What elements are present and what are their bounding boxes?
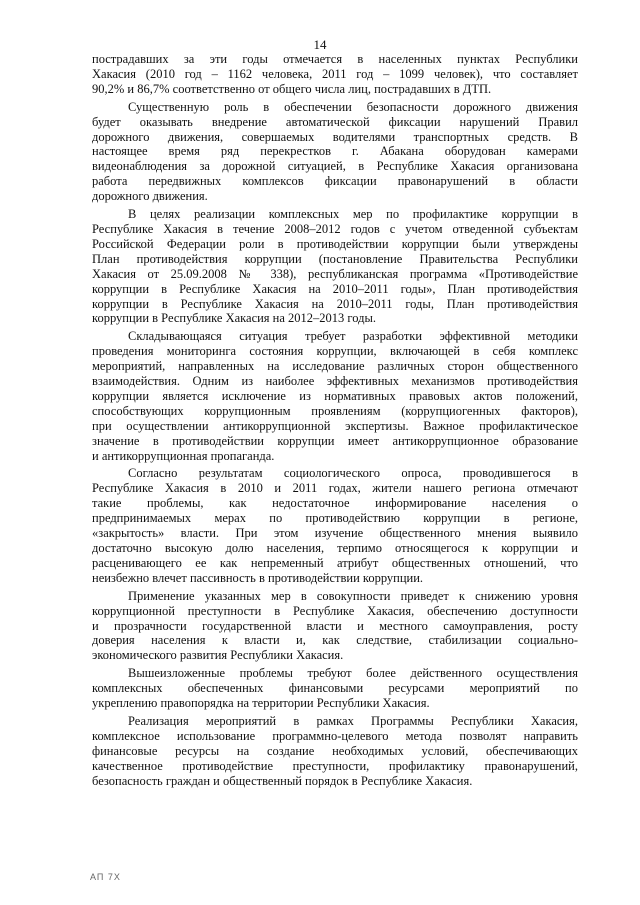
text-line: дорожного движения, совершаемых водителями транспортных средств. В — [92, 129, 578, 144]
text-line: Республике Хакасия в течение 2008–2012 годов с учетом отведенной субъектам — [92, 221, 578, 236]
text-line: Согласно результатам социологического опроса, проводившегося в — [128, 466, 578, 481]
text-line: значение в противодействии коррупции имеет антикоррупционное образование — [92, 433, 578, 448]
paragraph — [92, 52, 578, 97]
text-line: Реализация мероприятий в рамках Программы Республики Хакасия, — [128, 713, 578, 728]
text-line: Российской Федерации роли в противодействии коррупции были утверждены — [92, 236, 578, 251]
paragraph — [92, 666, 578, 711]
text-line: при осуществлении антикоррупционной экспертизы. Важное профилактическое — [92, 418, 578, 433]
text-line: пострадавших за эти годы отмечается в населенных пунктах Республики — [92, 52, 578, 66]
text-line: коррупции в Республике Хакасия на 2010–2011 годы, План противодействия — [92, 296, 578, 311]
text-line: такие проблемы, как недостаточное информирование населения о — [92, 496, 578, 511]
text-line: безопасность граждан и общественный порядок в Республике Хакасия. — [92, 773, 473, 788]
text-line: комплексных обеспеченных финансовыми ресурсами мероприятий по — [92, 681, 578, 696]
text-line: способствующих коррупционным проявлениям (коррупциогенных факторов), — [92, 403, 578, 418]
text-line: предпринимаемых мерах по противодействию коррупции в регионе, — [92, 511, 578, 526]
text-line: Республике Хакасия в 2010 и 2011 годах, жители нашего региона отмечают — [92, 481, 578, 496]
text-line: экономического развития Республики Хакасия. — [92, 648, 344, 663]
text-line: коррупции является исключение из нормативных правовых актов положений, — [92, 388, 578, 403]
text-line: коррупции в Республике Хакасия на 2010–2011 годы», План противодействия — [92, 281, 578, 296]
paragraph — [92, 100, 578, 204]
page-number: 14 — [313, 37, 327, 52]
text-line: Хакасия (2010 год – 1162 человека, 2011 год – 1099 человек), что составляет — [92, 66, 578, 81]
text-line: Применение указанных мер в совокупности приведет к снижению уровня — [128, 588, 578, 603]
text-line: Хакасия от 25.09.2008 № 338), республиканская программа «Противодействие — [92, 266, 578, 281]
text-line: Складывающаяся ситуация требует разработки эффективной методики — [128, 329, 578, 344]
text-line: финансовые ресурсы на создание необходимых условий, обеспечивающих — [92, 743, 578, 758]
text-line: будет оказывать внедрение автоматической фиксации нарушений Правил — [92, 114, 578, 129]
paragraph — [92, 466, 578, 585]
text-line: доверия населения к власти и, как следствие, стабилизации социально- — [92, 633, 578, 648]
text-line: коррупции в Республике Хакасия на 2012–2013 годы. — [92, 311, 377, 326]
text-line: Существенную роль в обеспечении безопасности дорожного движения — [128, 99, 578, 114]
text-line: проведения мониторинга состояния коррупции, включающей в себя комплекс — [92, 344, 578, 359]
document-code: АП 7Х — [90, 872, 121, 882]
text-line: План противодействия коррупции (постановление Правительства Республики — [92, 251, 578, 266]
text-line: достаточно высокую долю населения, терпимо относящегося к коррупции и — [92, 541, 578, 555]
text-line: «закрытость» власти. При этом изучение общественного мнения выявило — [92, 526, 578, 541]
text-line: настоящее время ряд перекрестков г. Абакана оборудован камерами — [92, 144, 578, 159]
paragraph — [92, 589, 578, 664]
text-line: 90,2% и 86,7% соответственно от общего числа лиц, пострадавших в ДТП. — [92, 81, 492, 96]
text-line: укреплению правопорядка на территории Республики Хакасия. — [92, 696, 430, 711]
text-line: работа передвижных комплексов фиксации правонарушений в области — [92, 174, 578, 189]
paragraph — [92, 714, 578, 789]
text-line: взаимодействия. Одним из наиболее эффективных механизмов противодействия — [92, 374, 578, 389]
text-line: и антикоррупционная пропаганда. — [92, 448, 275, 463]
text-line: и прозрачности государственной власти и местного самоуправления, росту — [92, 618, 578, 633]
text-line: дорожного движения. — [92, 189, 208, 204]
paragraph — [92, 329, 578, 463]
text-line: коррупционной преступности в Республике Хакасия, обеспечению доступности — [92, 603, 578, 618]
text-line: мероприятий, направленных на исследование различных сторон общественного — [92, 359, 578, 374]
document-body — [92, 52, 578, 792]
paragraph — [92, 207, 578, 326]
text-line: В целях реализации комплексных мер по профилактике коррупции в — [128, 207, 578, 222]
text-line: качественное противодействие преступности, профилактику правонарушений, — [92, 758, 578, 773]
text-line: неизбежно влечет пассивность в противодействии коррупции. — [92, 570, 424, 585]
text-line: видеонаблюдения за дорожной ситуацией, в Республике Хакасия организована — [92, 159, 578, 174]
text-line: Вышеизложенные проблемы требуют более действенного осуществления — [128, 666, 578, 681]
text-line: комплексное использование программно-целевого метода позволят направить — [92, 728, 578, 743]
text-line: расценивающего ее как непременный атрибут общественных отношений, что — [92, 555, 578, 570]
